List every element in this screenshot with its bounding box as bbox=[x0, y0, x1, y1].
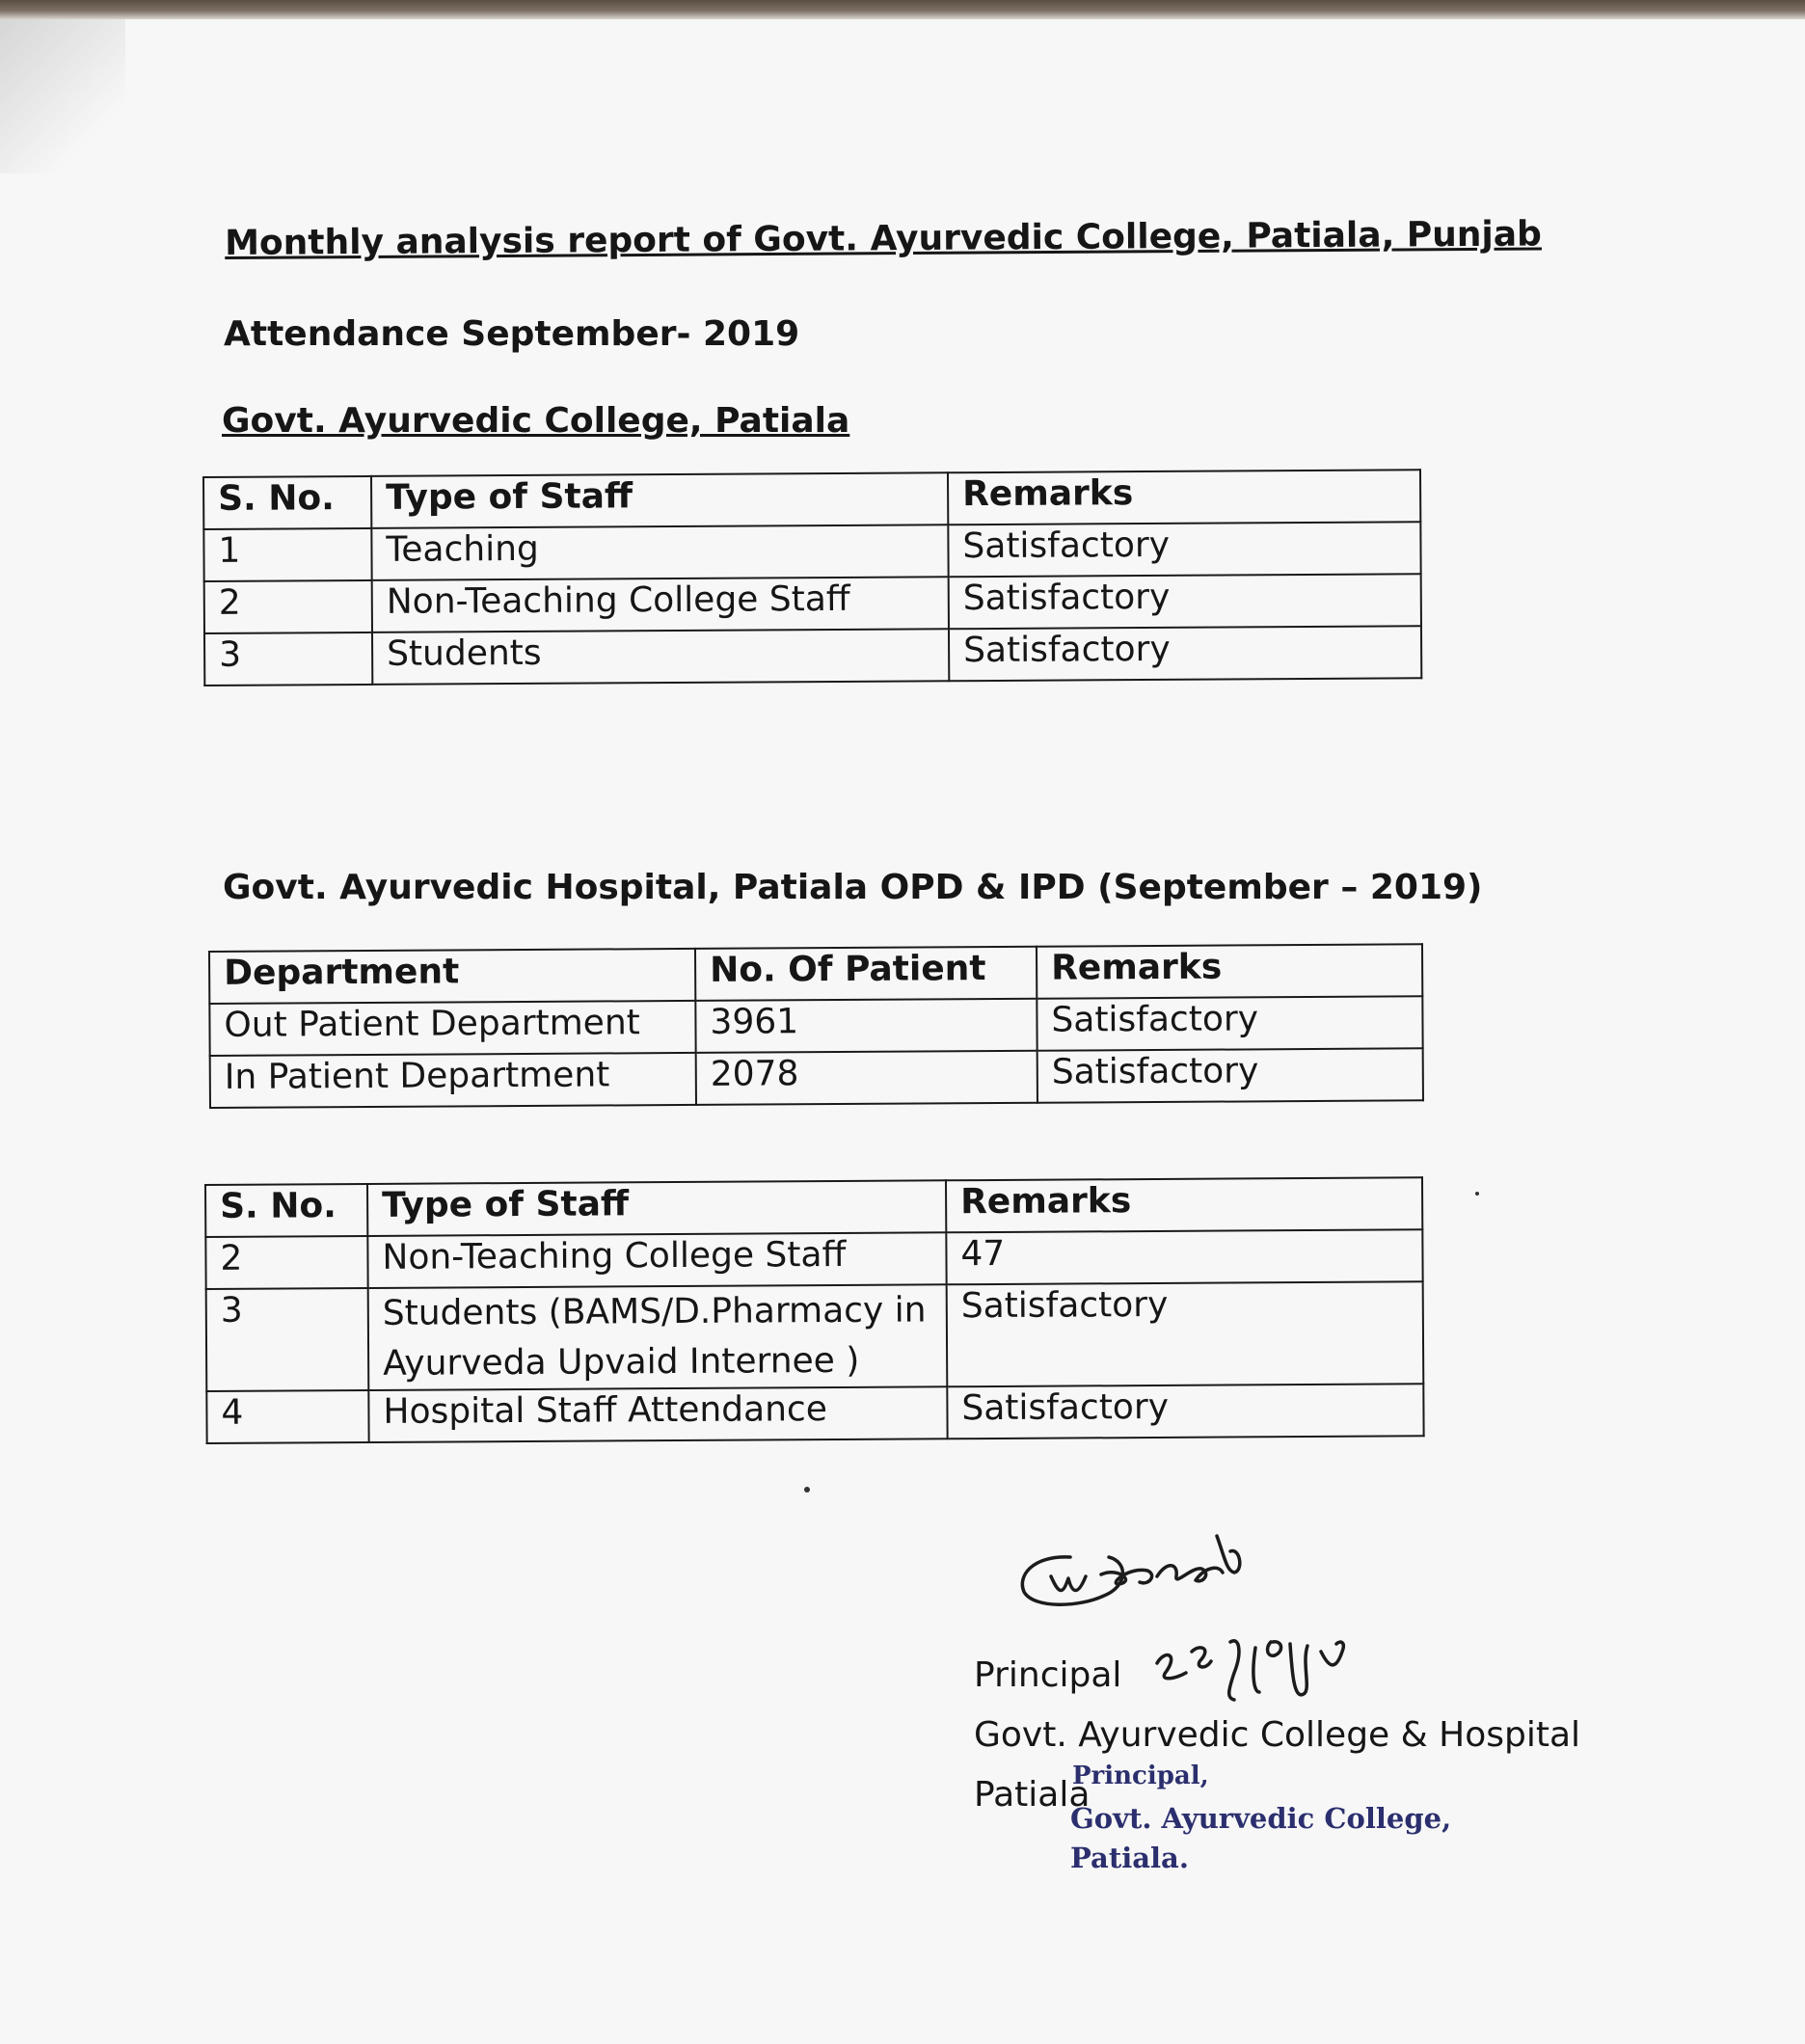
table-cell: Satisfactory bbox=[948, 522, 1420, 577]
table-cell: 47 bbox=[946, 1229, 1422, 1284]
table-row bbox=[206, 1281, 1424, 1391]
header-cell: Remarks bbox=[1037, 944, 1422, 998]
college-heading: Govt. Ayurvedic College, Patiala bbox=[222, 401, 850, 441]
stamp-line: Principal, bbox=[1072, 1762, 1209, 1790]
principal-stamp bbox=[1070, 1759, 1451, 1878]
paper-fold-shadow bbox=[0, 19, 125, 174]
table-row bbox=[204, 626, 1421, 686]
table-cell: Students bbox=[372, 629, 949, 685]
table-header-row bbox=[203, 470, 1420, 529]
table-row bbox=[206, 1385, 1423, 1444]
table-cell: Non-Teaching College Staff bbox=[367, 1232, 946, 1288]
signer-institution: Govt. Ayurvedic College & Hospital bbox=[974, 1715, 1581, 1755]
college-attendance-table bbox=[202, 469, 1422, 686]
table-row bbox=[205, 1229, 1422, 1289]
table-cell: Non-Teaching College Staff bbox=[372, 577, 949, 632]
signer-city: Patiala bbox=[974, 1775, 1091, 1815]
header-cell: No. Of Patient bbox=[695, 947, 1037, 1001]
table-cell: Satisfactory bbox=[949, 574, 1421, 629]
table-cell: Satisfactory bbox=[1037, 1048, 1423, 1102]
table-row bbox=[203, 522, 1420, 581]
top-edge-background bbox=[0, 0, 1805, 19]
hospital-staff-table bbox=[204, 1176, 1425, 1444]
header-cell: S. No. bbox=[205, 1184, 367, 1237]
header-cell: Type of Staff bbox=[367, 1180, 946, 1236]
attendance-heading: Attendance September- 2019 bbox=[224, 314, 800, 354]
table-cell: 2 bbox=[204, 580, 372, 633]
table-cell: Out Patient Department bbox=[209, 1001, 695, 1056]
table-cell: 3961 bbox=[695, 999, 1037, 1053]
hospital-opd-ipd-table bbox=[208, 943, 1424, 1109]
table-cell: Satisfactory bbox=[1037, 996, 1422, 1050]
report-title: Monthly analysis report of Govt. Ayurvedic College, Patiala, Punjab bbox=[225, 214, 1543, 263]
header-cell: Remarks bbox=[946, 1177, 1422, 1232]
table-cell: In Patient Department bbox=[210, 1053, 696, 1108]
table-cell: Satisfactory bbox=[947, 1385, 1423, 1439]
table-cell: 2 bbox=[205, 1236, 367, 1289]
table-cell: Hospital Staff Attendance bbox=[368, 1387, 947, 1443]
signer-designation: Principal bbox=[974, 1655, 1122, 1695]
speck bbox=[1475, 1192, 1479, 1196]
table-header-row bbox=[209, 944, 1422, 1004]
table-cell: 1 bbox=[203, 528, 371, 581]
table-cell: 3 bbox=[204, 632, 372, 686]
header-cell: Type of Staff bbox=[371, 472, 948, 528]
header-cell: Department bbox=[209, 949, 695, 1004]
table-header-row bbox=[205, 1177, 1422, 1237]
table-cell: Teaching bbox=[371, 524, 948, 580]
table-row bbox=[210, 1048, 1423, 1108]
stamp-line: Patiala. bbox=[1070, 1841, 1189, 1874]
hospital-heading: Govt. Ayurvedic Hospital, Patiala OPD & IPD (September – 2019) bbox=[223, 868, 1483, 907]
table-row bbox=[204, 574, 1421, 633]
header-cell: Remarks bbox=[948, 470, 1420, 524]
table-cell: Satisfactory bbox=[947, 1281, 1424, 1386]
table-cell: Students (BAMS/D.Pharmacy in Ayurveda Upvaid Internee ) bbox=[368, 1284, 948, 1390]
table-cell: 3 bbox=[206, 1288, 369, 1391]
header-cell: S. No. bbox=[203, 476, 371, 529]
stamp-line: Govt. Ayurvedic College, bbox=[1070, 1802, 1452, 1836]
speck bbox=[804, 1487, 810, 1493]
table-row bbox=[209, 996, 1422, 1056]
table-cell: 4 bbox=[206, 1390, 368, 1443]
table-cell: Satisfactory bbox=[949, 626, 1421, 681]
table-cell: 2078 bbox=[696, 1051, 1037, 1105]
